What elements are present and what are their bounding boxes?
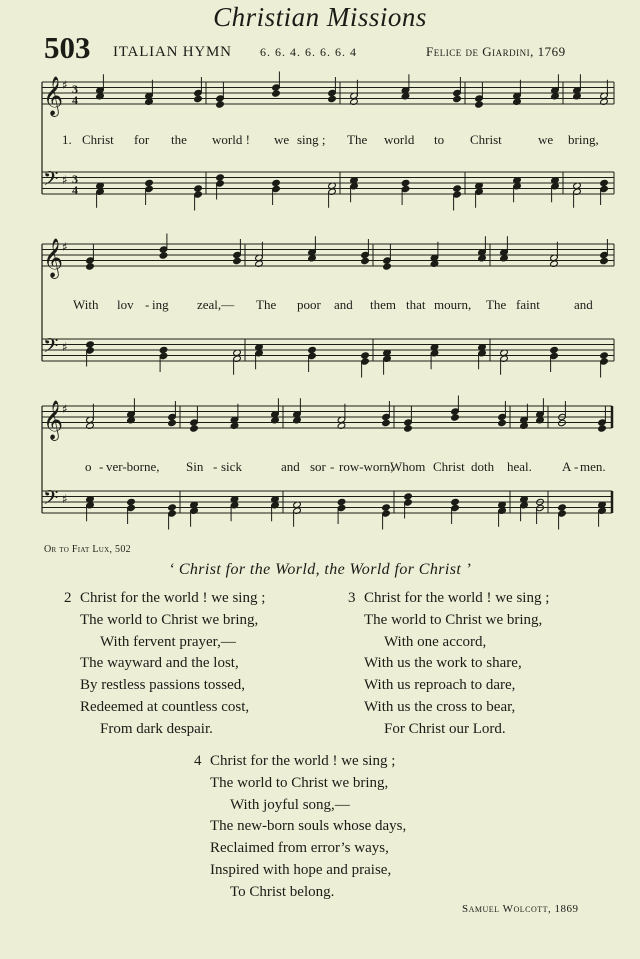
- lyric-syllable: Sin: [186, 459, 204, 474]
- lyric-syllable: row-worn,: [339, 459, 394, 474]
- verse-number: 2: [64, 590, 72, 606]
- note-head: [451, 498, 460, 505]
- note-head: [272, 179, 281, 186]
- note-head: [145, 179, 154, 186]
- note-head: [308, 346, 317, 353]
- treble-clef-icon: 𝄞: [43, 400, 64, 440]
- note-head: [86, 341, 95, 348]
- note-head: [159, 252, 168, 259]
- note-head: [558, 419, 567, 426]
- verse-line: Inspired with hope and praise,: [210, 861, 392, 878]
- hymn-subtitle: ‘ Christ for the World, the World for Christ ’: [168, 561, 472, 578]
- note-head: [86, 263, 95, 270]
- lyric-syllable: lov: [117, 297, 134, 312]
- note-head: [127, 498, 136, 505]
- verse-line: With us reproach to dare,: [364, 677, 516, 694]
- lyric-syllable: and: [334, 297, 353, 312]
- lyric-syllable: With: [73, 297, 99, 312]
- lyric-syllable: Whom: [390, 459, 426, 474]
- verse-line: Christ for the world ! we sing ;: [80, 590, 266, 606]
- note-head: [451, 414, 460, 421]
- note-head: [233, 257, 242, 264]
- lyric-syllable: zeal,—: [197, 297, 235, 312]
- verse-line: Christ for the world ! we sing ;: [210, 753, 396, 769]
- lyric-syllable: and: [574, 297, 593, 312]
- note-head: [453, 185, 462, 192]
- lyric-syllable: world: [384, 132, 415, 147]
- note-head: [600, 257, 609, 264]
- author: Samuel Wolcott, 1869: [462, 903, 579, 915]
- verse-3: [348, 588, 550, 741]
- note-head: [194, 95, 203, 102]
- hymn-number: 503: [44, 30, 91, 65]
- lyric-syllable: sick: [221, 459, 242, 474]
- tune-name: ITALIAN HYMN: [113, 44, 232, 60]
- note-head: [383, 263, 392, 270]
- note-head: [190, 425, 199, 432]
- note-head: [404, 493, 413, 500]
- sharp-icon: ♯: [62, 402, 68, 416]
- verse-line: Redeemed at countless cost,: [80, 698, 250, 715]
- lyric-syllable: we: [538, 132, 554, 147]
- note-head: [600, 179, 609, 186]
- lyric-syllable: The: [256, 297, 277, 312]
- verse-number: 3: [348, 590, 356, 606]
- note-head: [216, 174, 225, 181]
- verse-line: The new-born souls whose days,: [210, 818, 407, 835]
- lyric-syllable: mourn,: [434, 297, 472, 312]
- lyric-syllable: faint: [516, 297, 540, 312]
- verse-line: With fervent prayer,—: [100, 633, 236, 650]
- sharp-icon: ♯: [62, 78, 68, 92]
- sharp-icon: ♯: [62, 173, 68, 187]
- lyric-syllable: Christ: [433, 459, 465, 474]
- lyric-syllable: 1.: [62, 132, 72, 147]
- verse-line: To Christ belong.: [230, 883, 335, 900]
- lyric-syllable: sing ;: [297, 132, 326, 147]
- lyric-syllable: o: [85, 459, 92, 474]
- lyric-syllable: bring,: [568, 132, 599, 147]
- bass-clef-icon: 𝄢: [43, 334, 59, 362]
- note-head: [401, 179, 410, 186]
- lyric-syllable: poor: [297, 297, 321, 312]
- time-signature-top: 3: [72, 82, 78, 96]
- lyric-syllable: men.: [580, 459, 606, 474]
- section-title: Christian Missions: [213, 2, 427, 32]
- time-signature-top: 3: [72, 172, 78, 186]
- note-head: [404, 425, 413, 432]
- lyric-syllable: Christ: [82, 132, 114, 147]
- lyric-syllable: the: [171, 132, 187, 147]
- lyric-syllable: A: [562, 459, 572, 474]
- note-head: [361, 352, 370, 359]
- verse-line: Christ for the world ! we sing ;: [364, 590, 550, 606]
- note-head: [453, 95, 462, 102]
- verse-line: With joyful song,—: [230, 796, 350, 813]
- note-head: [382, 419, 391, 426]
- meter: 6. 6. 4. 6. 6. 6. 4: [260, 45, 357, 59]
- treble-clef-icon: 𝄞: [43, 238, 64, 278]
- verse-line: The world to Christ we bring,: [80, 611, 259, 628]
- lyric-syllable: heal.: [507, 459, 532, 474]
- verse-line: Reclaimed from error’s ways,: [210, 840, 389, 857]
- lyric-syllable: The: [486, 297, 507, 312]
- note-head: [600, 352, 609, 359]
- lyric-syllable: -: [330, 459, 335, 474]
- lyric-syllable: that: [406, 297, 426, 312]
- lyric-syllable: world !: [212, 132, 250, 147]
- bass-clef-icon: 𝄢: [43, 486, 59, 514]
- verse-2: [64, 588, 266, 741]
- verse-line: With us the cross to bear,: [364, 698, 516, 715]
- lyric-syllable: -: [213, 459, 218, 474]
- note-head: [216, 101, 225, 108]
- verse-line: The wayward and the lost,: [80, 655, 239, 672]
- lyric-syllable: we: [274, 132, 290, 147]
- treble-clef-icon: 𝄞: [43, 76, 64, 116]
- note-head: [550, 346, 559, 353]
- note-head: [382, 504, 391, 511]
- note-head: [328, 95, 337, 102]
- composer: Felice de Giardini, 1769: [426, 44, 566, 59]
- verse-line: For Christ our Lord.: [384, 720, 506, 737]
- lyric-syllable: -: [574, 459, 579, 474]
- sharp-icon: ♯: [62, 240, 68, 254]
- note-head: [598, 425, 607, 432]
- verse-line: The world to Christ we bring,: [364, 611, 543, 628]
- note-head: [498, 419, 507, 426]
- lyric-syllable: and: [281, 459, 300, 474]
- verse-line: By restless passions tossed,: [80, 677, 245, 694]
- lyric-syllable: ing: [152, 297, 169, 312]
- lyric-syllable: -: [145, 297, 150, 312]
- lyric-syllable: for: [134, 132, 150, 147]
- note-head: [361, 257, 370, 264]
- sharp-icon: ♯: [62, 492, 68, 506]
- alternate-tune: Or to Fiat Lux, 502: [44, 544, 131, 555]
- note-head: [168, 504, 177, 511]
- lyric-syllable: to: [434, 132, 445, 147]
- note-head: [159, 346, 168, 353]
- note-head: [168, 419, 177, 426]
- note-head: [194, 185, 203, 192]
- lyric-syllable: them: [370, 297, 396, 312]
- note-head: [272, 90, 281, 97]
- lyric-syllable: sor: [310, 459, 326, 474]
- lyric-syllable: -: [99, 459, 104, 474]
- note-head: [475, 101, 484, 108]
- verse-4: [194, 751, 407, 904]
- lyric-syllable: doth: [471, 459, 495, 474]
- note-head: [337, 498, 346, 505]
- verse-line: With us the work to share,: [364, 655, 522, 672]
- lyric-syllable: The: [347, 132, 368, 147]
- lyric-syllable: Christ: [470, 132, 502, 147]
- verse-line: From dark despair.: [100, 720, 213, 737]
- verse-line: With one accord,: [384, 633, 487, 650]
- bass-clef-icon: 𝄢: [43, 167, 59, 195]
- note-head: [558, 504, 567, 511]
- time-signature-bottom: 4: [72, 183, 78, 197]
- sharp-icon: ♯: [62, 340, 68, 354]
- lyric-syllable: ver-borne,: [106, 459, 160, 474]
- time-signature-bottom: 4: [72, 93, 78, 107]
- verse-line: The world to Christ we bring,: [210, 774, 389, 791]
- verse-number: 4: [194, 753, 202, 769]
